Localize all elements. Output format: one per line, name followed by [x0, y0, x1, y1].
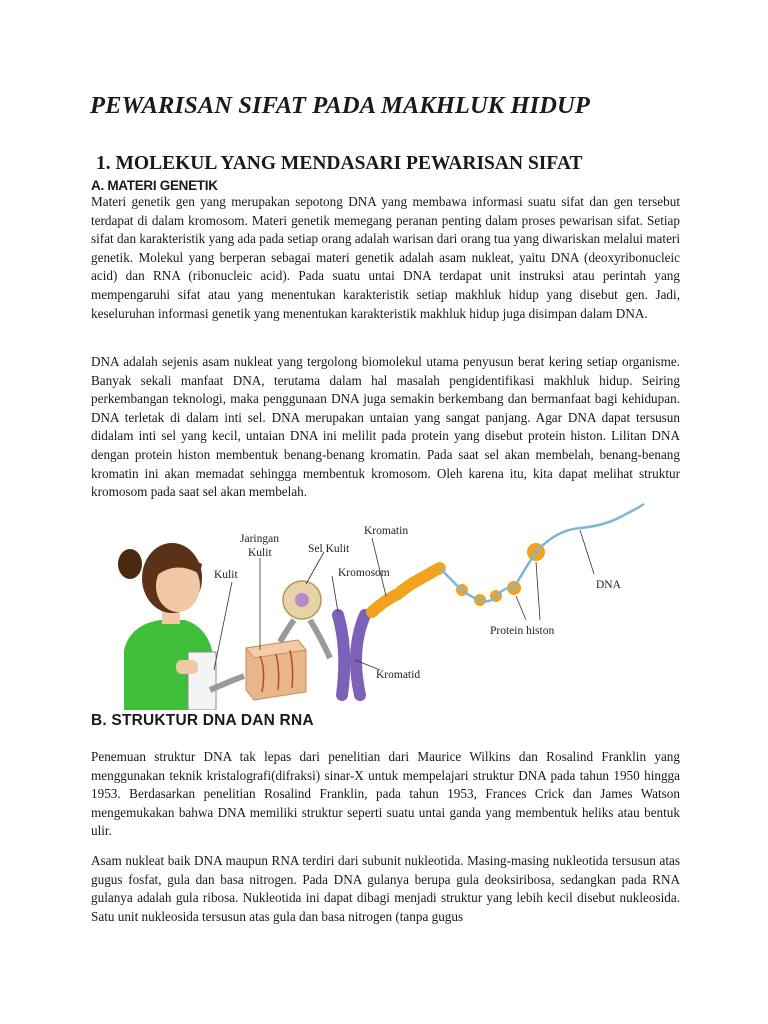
girl-illustration [118, 543, 216, 710]
arrow-to-chromosome [310, 620, 330, 658]
label-dna: DNA [596, 579, 621, 591]
leader-dna [580, 530, 594, 574]
hand [176, 660, 198, 674]
dna-structure-illustration [110, 500, 670, 710]
label-sel-kulit: Sel Kulit [308, 543, 350, 555]
label-kromosom: Kromosom [338, 567, 390, 579]
hair-bun [118, 549, 142, 579]
arrow-to-cell [280, 620, 294, 642]
label-kromatin: Kromatin [364, 525, 409, 537]
label-protein-histon: Protein histon [490, 625, 555, 637]
paragraph-materi-genetik: Materi genetik gen yang merupakan sepotong DNA yang membawa informasi suatu sifat dan gen tersebut terdapat di dalam kromosom. Materi genetik memegang peranan penting dalam proses pewarisan sifat. Setiap sifat dan karakteristik yang ada pada setiap orang adalah warisan dari orang tua yang diwariskan melalui materi genetik. Molekul yang berperan sebagai materi genetik adalah asam nukleat, yaitu DNA (deoxyribonucleic acid) dan RNA (ribonucleic acid). Pada suatu untai DNA terdapat unit instruksi atau perintah yang mempengaruhi sifat atau yang menentukan karakteristik setiap makhluk hidup yang disebut gen. Jadi, keseluruhan informasi genetik yang menentukan karakteristik makhluk hidup juga disimpan dalam DNA. [91, 194, 680, 321]
leader-histon-2 [536, 562, 540, 620]
cell-nucleus [295, 593, 309, 607]
leader-kulit [214, 582, 232, 670]
chromatid-left [338, 615, 344, 695]
subsection-heading-struktur-dna: B. STRUKTUR DNA DAN RNA [91, 712, 314, 729]
label-kulit: Kulit [214, 569, 238, 581]
paragraph-dna: DNA adalah sejenis asam nukleat yang tergolong biomolekul utama penyusun berat kering setiap organisme. Banyak sekali manfaat DNA, terutama dalam hal masalah pengidentifikasi makhluk hidup. Seiring perkembangan teknologi, maka penggunaan DNA juga semakin berkembang dan bermanfaat bagi kehidupan. DNA terletak di dalam inti sel. DNA merupakan untaian yang sangat panjang. Agar DNA dapat tersusun didalam inti sel yang kecil, untaian DNA ini melilit pada protein yang disebut protein histon. Lilitan DNA dengan protein histon membentuk benang-benang kromatin. Pada saat sel akan membelah, benang-benang kromatin ini akan memadat sehingga membentuk kromosom. Oleh karena itu, kita dapat melihat struktur kromosom pada saat sel akan membelah. [91, 354, 680, 500]
chromatid-right [356, 615, 365, 695]
paragraph-penemuan-dna: Penemuan struktur DNA tak lepas dari penelitian dari Maurice Wilkins dan Rosalind Franklin yang menggunakan teknik kristalografi(difraksi) sinar-X untuk mempelajari struktur DNA pada tahun 1950 hingga 1953. Berdasarkan penelitian Rosalind Franklin, pada tahun 1953, Frances Crick dan James Watson mengemukakan bahwa DNA memiliki struktur seperti suatu untai ganda yang membentuk heliks atau bentuk ulir. [91, 749, 680, 839]
label-jaringan-line2: Kulit [248, 547, 272, 559]
section-heading-molekul: 1. MOLEKUL YANG MENDASARI PEWARISAN SIFAT [96, 153, 583, 174]
skin-tissue-block [246, 640, 306, 700]
skin-cell [283, 581, 321, 619]
leader-sel-kulit [306, 552, 324, 584]
label-kromatid: Kromatid [376, 669, 421, 681]
label-jaringan-line1: Jaringan [240, 533, 279, 545]
paragraph-asam-nukleat: Asam nukleat baik DNA maupun RNA terdiri dari subunit nukleotida. Masing-masing nukleotida tersusun atas gugus fosfat, gula dan basa nitrogen. Pada DNA gulanya berupa gula deoksiribosa, sedangkan pada RNA gulanya adalah gula ribosa. Nukleotida ini dapat dibagi menjadi struktur yang lebih kecil disebut nukleosida. Satu unit nukleosida tersusun atas gula dan basa nitrogen (tanpa gugus [91, 853, 680, 924]
leader-histon [516, 596, 526, 620]
chromosome-x [338, 615, 365, 695]
illustration-svg [110, 500, 670, 710]
document-title: PEWARISAN SIFAT PADA MAKHLUK HIDUP [90, 92, 590, 119]
subsection-heading-materi-genetik: A. MATERI GENETIK [91, 178, 218, 193]
leader-kromosom [332, 576, 338, 612]
